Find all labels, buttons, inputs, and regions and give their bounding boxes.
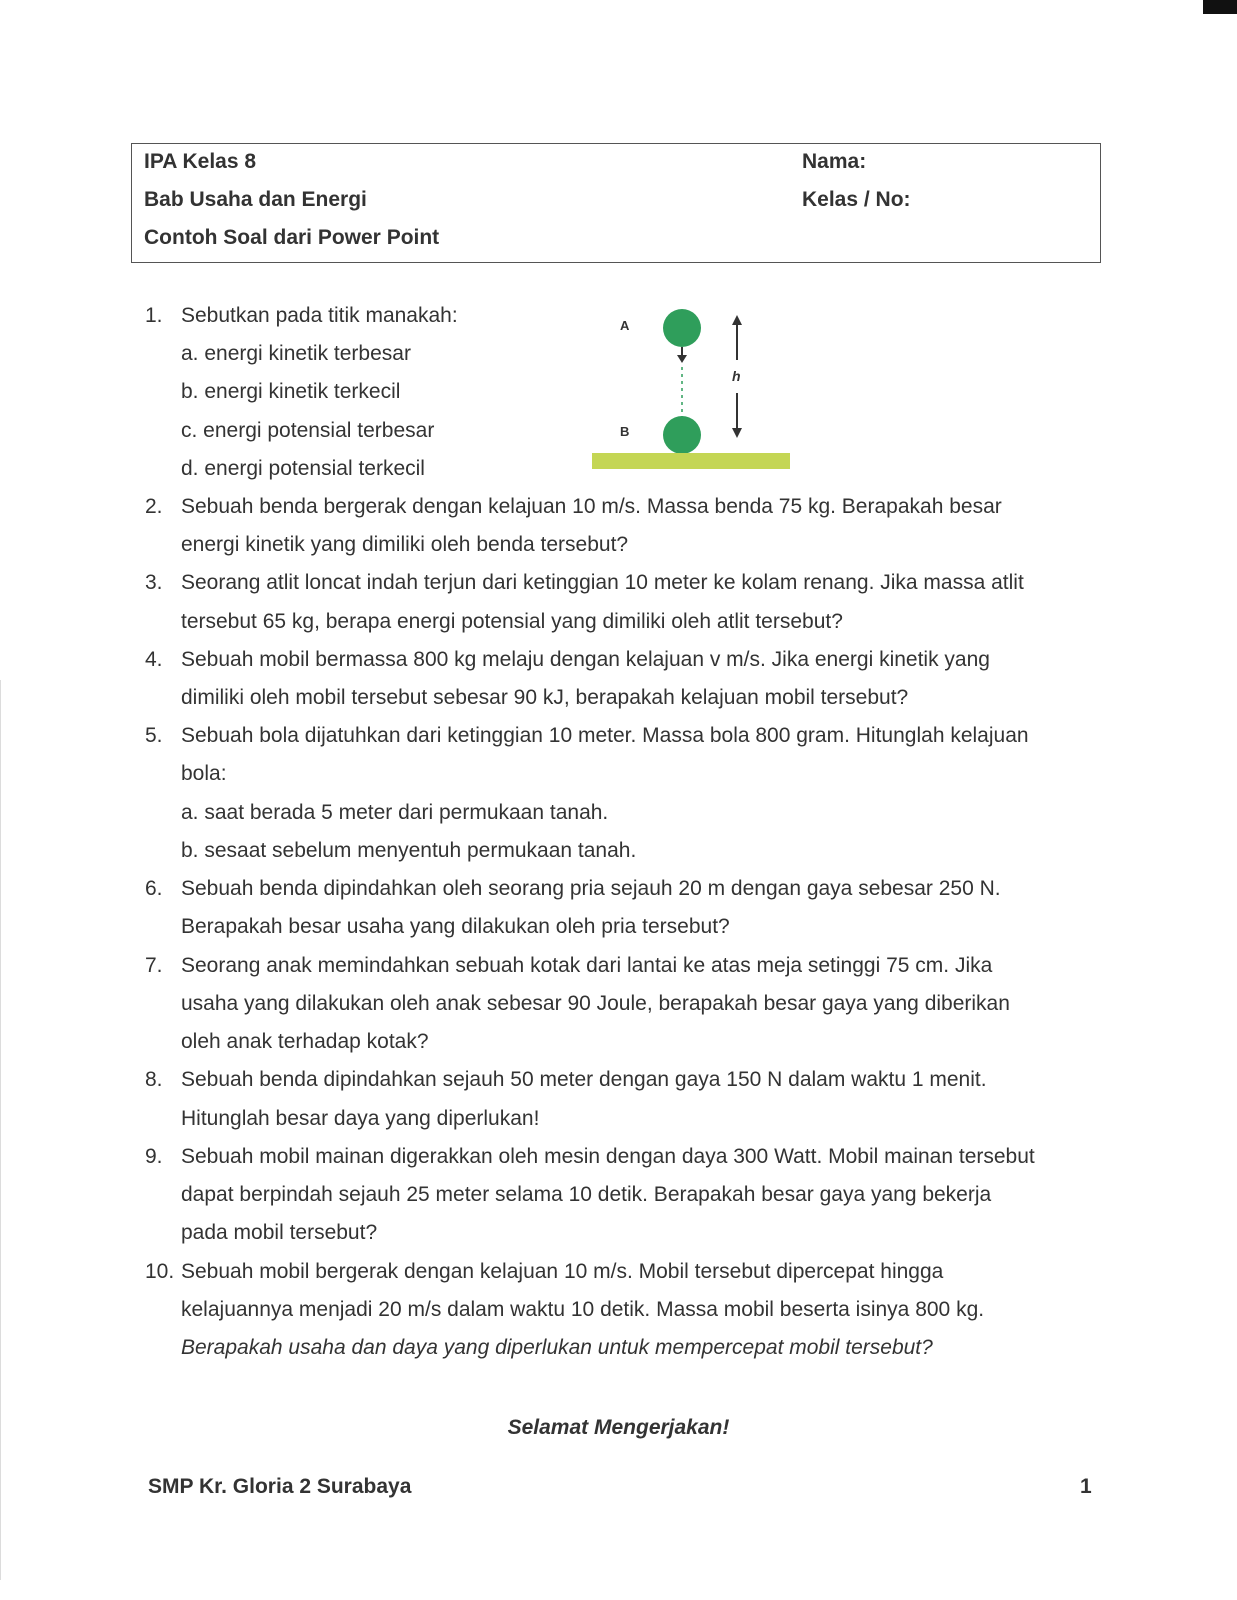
question-text: Sebuah mobil bermassa 800 kg melaju dengan kelajuan v m/s. Jika energi kinetik yang <box>181 648 990 671</box>
question-subitem: d. energi potensial terkecil <box>181 457 425 480</box>
question-text: tersebut 65 kg, berapa energi potensial yang dimiliki oleh atlit tersebut? <box>181 610 843 633</box>
fall-arrow-head-icon <box>677 355 687 363</box>
question-number: 4. <box>145 648 163 671</box>
question-text: Sebuah bola dijatuhkan dari ketinggian 10 meter. Massa bola 800 gram. Hitunglah kelajuan <box>181 724 1029 747</box>
question-number: 10. <box>145 1260 175 1283</box>
question-number: 2. <box>145 495 163 518</box>
question-text: Berapakah besar usaha yang dilakukan oleh pria tersebut? <box>181 915 730 938</box>
class-label: Kelas / No: <box>802 188 911 211</box>
question-text: Sebuah benda dipindahkan sejauh 50 meter dengan gaya 150 N dalam waktu 1 menit. <box>181 1068 987 1091</box>
question-text: oleh anak terhadap kotak? <box>181 1030 429 1053</box>
question-text: usaha yang dilakukan oleh anak sebesar 90 Joule, berapakah besar gaya yang diberikan <box>181 992 1010 1015</box>
question-text: Sebuah mobil mainan digerakkan oleh mesin dengan daya 300 Watt. Mobil mainan tersebut <box>181 1145 1035 1168</box>
question-number: 1. <box>145 304 163 327</box>
question-text: Sebuah benda dipindahkan oleh seorang pria sejauh 20 m dengan gaya sebesar 250 N. <box>181 877 1001 900</box>
ground <box>592 453 790 469</box>
question-subitem: b. energi kinetik terkecil <box>181 380 401 403</box>
falling-ball-diagram <box>590 305 800 475</box>
header-box <box>131 143 1101 263</box>
question-text: kelajuannya menjadi 20 m/s dalam waktu 10 detik. Massa mobil beserta isinya 800 kg. <box>181 1298 985 1321</box>
chapter-label: Bab Usaha dan Energi <box>144 188 367 211</box>
question-text: Seorang anak memindahkan sebuah kotak dari lantai ke atas meja setinggi 75 cm. Jika <box>181 954 993 977</box>
closing-message: Selamat Mengerjakan! <box>507 1416 730 1439</box>
question-text: Sebuah benda bergerak dengan kelajuan 10 m/s. Massa benda 75 kg. Berapakah besar <box>181 495 1002 518</box>
question-text: Seorang atlit loncat indah terjun dari ketinggian 10 meter ke kolam renang. Jika massa atlit <box>181 571 1024 594</box>
scan-corner-mark <box>1203 0 1237 14</box>
question-text: bola: <box>181 762 227 785</box>
question-text: dapat berpindah sejauh 25 meter selama 10 detik. Berapakah besar gaya yang bekerja <box>181 1183 992 1206</box>
ball-bottom <box>663 416 701 454</box>
question-number: 6. <box>145 877 163 900</box>
question-subitem: a. energi kinetik terbesar <box>181 342 411 365</box>
question-text: pada mobil tersebut? <box>181 1221 378 1244</box>
height-arrow-down-icon <box>732 428 742 438</box>
height-label: h <box>732 368 741 384</box>
question-text: Sebutkan pada titik manakah: <box>181 304 458 327</box>
question-number: 3. <box>145 571 163 594</box>
question-subitem: b. sesaat sebelum menyentuh permukaan tanah. <box>181 839 637 862</box>
point-a-label: A <box>620 318 630 333</box>
page-number: 1 <box>1080 1475 1092 1498</box>
question-subitem: a. saat berada 5 meter dari permukaan tanah. <box>181 801 609 824</box>
question-text: Berapakah usaha dan daya yang diperlukan untuk mempercepat mobil tersebut? <box>181 1336 933 1359</box>
falling-ball-figure <box>590 305 800 475</box>
subject-label: IPA Kelas 8 <box>144 150 257 173</box>
question-number: 9. <box>145 1145 163 1168</box>
question-subitem: c. energi potensial terbesar <box>181 419 435 442</box>
point-b-label: B <box>620 424 630 439</box>
ball-top <box>663 309 701 347</box>
footer-school-name: SMP Kr. Gloria 2 Surabaya <box>148 1475 412 1498</box>
name-label: Nama: <box>802 150 867 173</box>
question-number: 5. <box>145 724 163 747</box>
height-arrow-up-icon <box>732 315 742 325</box>
question-text: Sebuah mobil bergerak dengan kelajuan 10 m/s. Mobil tersebut dipercepat hingga <box>181 1260 944 1283</box>
scan-edge-line <box>0 680 1 1580</box>
question-text: dimiliki oleh mobil tersebut sebesar 90 kJ, berapakah kelajuan mobil tersebut? <box>181 686 909 709</box>
question-number: 7. <box>145 954 163 977</box>
source-label: Contoh Soal dari Power Point <box>144 226 440 249</box>
question-text: Hitunglah besar daya yang diperlukan! <box>181 1107 540 1130</box>
question-number: 8. <box>145 1068 163 1091</box>
question-text: energi kinetik yang dimiliki oleh benda tersebut? <box>181 533 629 556</box>
